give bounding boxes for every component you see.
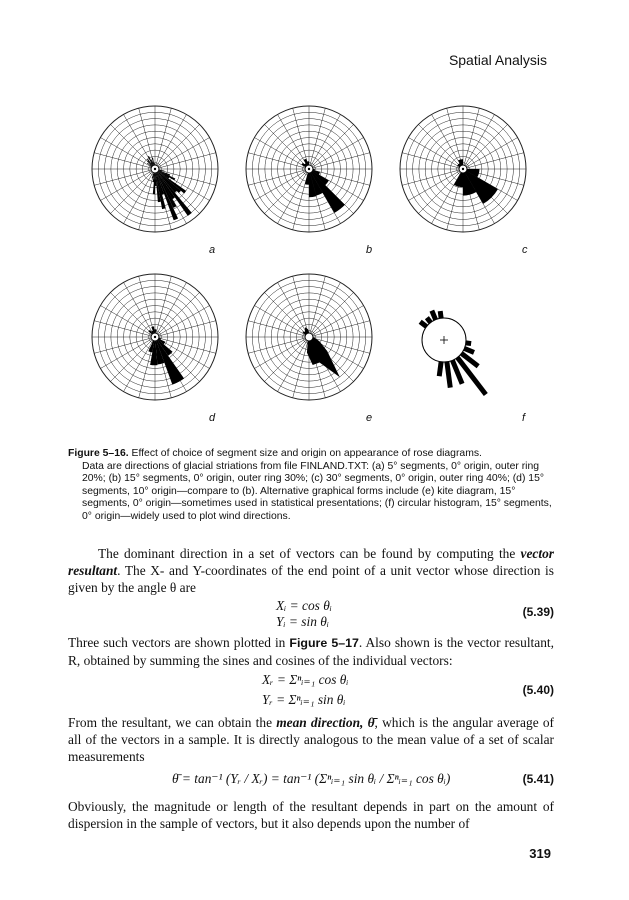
panel-label-a: a [209,244,216,256]
p3-text-a: From the resultant, we can obtain the [68,715,273,730]
equation-5-39-line2: Yᵢ = sin θᵢ [276,614,329,629]
paragraph-1 [68,545,554,596]
panel-label-c: c [522,244,528,256]
p2-text-a: Three such vectors are shown plotted in [68,635,286,650]
equation-5-39-line1: Xᵢ = cos θᵢ [276,598,332,613]
equation-5-41: θ̄ = tan⁻¹ (Yᵣ / Xᵣ) = tan⁻¹ (Σⁿᵢ₌₁ sin θᵢ / Σⁿᵢ₌₁ cos θᵢ) [172,771,451,786]
rose-diagram-d [88,270,222,404]
term-mean-direction: mean direction, θ̄ [276,715,375,730]
paragraph-3 [68,714,554,765]
caption-label: Figure 5–16. [68,448,129,459]
p2-text-b: . Also shown is the vector resultant, R, obtained by summing the sines and cosines of the individual vectors: [68,635,554,668]
panel-label-b: b [366,244,373,256]
equation-number-5-41: (5.41) [522,772,554,786]
kite-diagram-e [242,270,376,404]
figure-caption [68,448,554,524]
equation-5-40-line1: Xᵣ = Σⁿᵢ₌₁ cos θᵢ [262,672,349,687]
p1-text-a: The dominant direction in a set of vectors can be found by computing the [98,546,516,561]
paragraph-2 [68,634,554,669]
caption-line1: Effect of choice of segment size and origin on appearance of rose diagrams. [131,448,482,459]
panel-label-f: f [522,412,526,424]
p3-text-b: , which is the angular average of all of the vectors in a sample. It is directly analogous to the mean value of a set of scalar measurements [68,715,554,764]
panel-label-d: d [209,412,216,424]
running-title: Spatial Analysis [448,52,547,68]
p4-text: Obviously, the magnitude or length of the resultant depends in part on the amount of dispersion in the sample of vectors, but it also depends upon the number of [68,799,554,831]
rose-diagram-b [242,102,376,236]
equation-number-5-40: (5.40) [522,683,554,697]
p1-text-b: . The X- and Y-coordinates of the end point of a unit vector whose direction is given by the angle θ are [68,563,554,595]
caption-rest: Data are directions of glacial striations from file FINLAND.TXT: (a) 5° segments, 0° origin, outer ring 20%; (b) 15° segments, 0° origin, outer ring 30%; (c) 30° segments, 0° origin, outer ring 40%; (d) 15° segments, 10° origin—compare to (b). Alternative graphical forms include (e) kite diagram, 15° segments, 0° origin—sometimes used in statistical presentations; (f) circular histogram, 15° segments, 0° origin—widely used to plot wind directions. [82,460,552,522]
rose-diagram-a [88,102,222,236]
figure-reference-5-17[interactable]: Figure 5–17 [289,636,359,650]
circular-histogram-f [396,270,530,420]
page-number: 319 [529,846,551,861]
rose-diagram-c [396,102,530,236]
term-vector-resultant: vector resultant [68,546,554,578]
panel-label-e: e [366,412,373,424]
paragraph-4 [68,798,554,832]
equation-number-5-39: (5.39) [522,605,554,619]
equation-5-40-line2: Yᵣ = Σⁿᵢ₌₁ sin θᵢ [262,692,346,707]
